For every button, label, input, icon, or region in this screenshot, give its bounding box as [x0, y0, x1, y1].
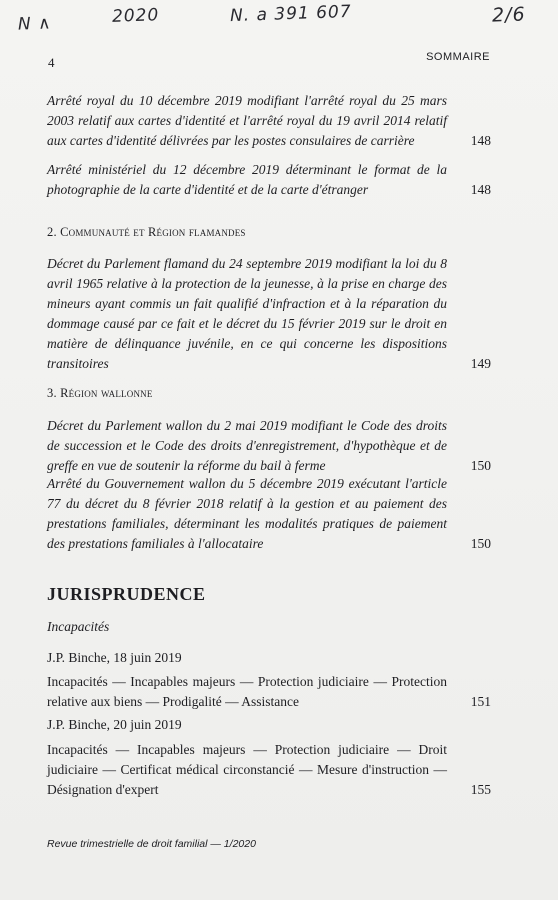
handwritten-reference: N. a 391 607	[229, 1, 352, 27]
case-entry	[47, 672, 491, 712]
toc-entry-page: 150	[470, 536, 491, 551]
case-page: 151	[470, 694, 491, 709]
case-page: 155	[470, 782, 491, 797]
toc-entry-page: 150	[470, 458, 491, 473]
jurisprudence-heading: JURISPRUDENCE	[47, 584, 206, 604]
journal-footer: Revue trimestrielle de droit familial — 1/2020	[47, 838, 256, 850]
toc-entry-page: 148	[470, 182, 491, 197]
handwritten-year: 2020	[111, 5, 160, 27]
toc-entry	[47, 160, 491, 200]
handwritten-mark: N ∧	[17, 13, 52, 35]
court-decision: J.P. Binche, 20 juin 2019	[47, 717, 182, 732]
toc-entry-text: Décret du Parlement wallon du 2 mai 2019 modifiant le Code des droits de succession et le Code des droits d'enregistrement, d'hypothèque et de greffe en vue de soutenir la réforme du bail à ferme	[47, 418, 447, 473]
handwritten-fraction: 2/6	[491, 3, 526, 27]
court-decision: J.P. Binche, 18 juin 2019	[47, 650, 182, 665]
running-header: SOMMAIRE	[426, 51, 490, 63]
section-heading: 2. Communauté et Région flamandes	[47, 225, 246, 239]
section-heading: 3. Région wallonne	[47, 386, 153, 400]
page-number: 4	[48, 55, 55, 70]
case-keywords: Incapacités — Incapables majeurs — Protection judiciaire — Protection relative aux biens — Prodigalité — Assistance	[47, 674, 447, 709]
toc-entry	[47, 416, 491, 476]
case-keywords: Incapacités — Incapables majeurs — Protection judiciaire — Droit judiciaire — Certificat médical circonstancié — Mesure d'instruction — Désignation d'expert	[47, 742, 447, 797]
toc-entry-text: Arrêté ministériel du 12 décembre 2019 déterminant le format de la photographie de la carte d'identité et de la carte d'étranger	[47, 162, 447, 197]
toc-entry-page: 149	[470, 356, 491, 371]
toc-entry	[47, 91, 491, 151]
toc-entry	[47, 254, 491, 374]
toc-entry-page: 148	[470, 133, 491, 148]
toc-entry	[47, 474, 491, 554]
toc-entry-text: Décret du Parlement flamand du 24 septembre 2019 modifiant la loi du 8 avril 1965 relative à la protection de la jeunesse, à la prise en charge des mineurs ayant commis un fait qualifié d'infraction et à la réparation du dommage causé par ce fait et le décret du 15 février 2019 sur le droit en matière de délinquance juvénile, en ce qui concerne les dispositions transitoires	[47, 256, 447, 371]
category-heading: Incapacités	[47, 619, 110, 634]
case-entry	[47, 740, 491, 800]
toc-entry-text: Arrêté royal du 10 décembre 2019 modifiant l'arrêté royal du 25 mars 2003 relatif aux cartes d'identité et l'arrêté royal du 19 avril 2014 relatif aux cartes d'identité délivrées par les postes consulaires de carrière	[47, 93, 447, 148]
toc-entry-text: Arrêté du Gouvernement wallon du 5 décembre 2019 exécutant l'article 77 du décret du 8 février 2018 relatif à la gestion et au paiement des prestations familiales, déterminant les modalités pratiques de paiement des prestations familiales à l'allocataire	[47, 476, 447, 551]
